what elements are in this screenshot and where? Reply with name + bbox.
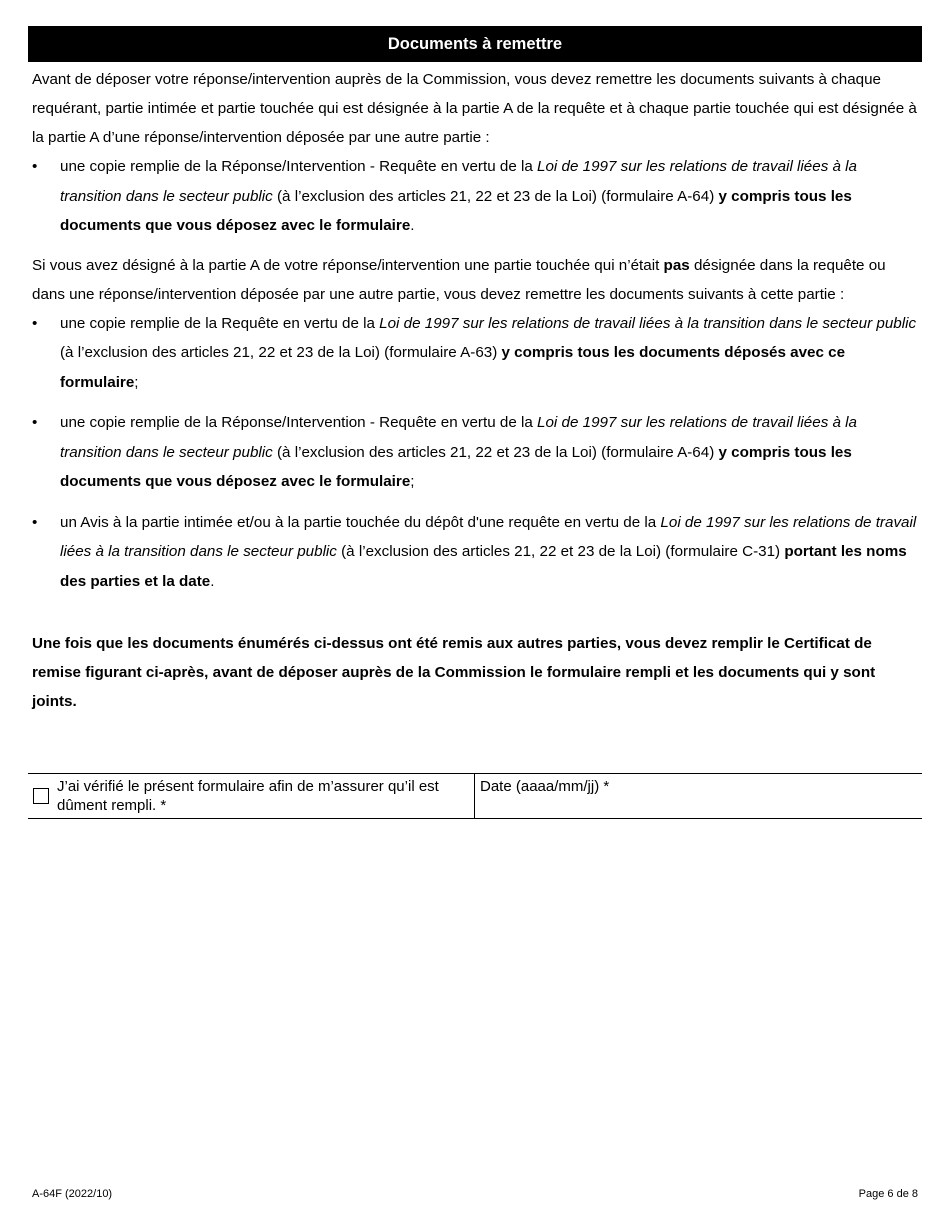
bullet-icon: • — [32, 513, 38, 531]
documents-list-1 — [28, 152, 922, 241]
date-field[interactable] — [475, 774, 922, 818]
intro-paragraph: Avant de déposer votre réponse/intervention auprès de la Commission, vous devez remettre les documents suivants à chaque requérant, partie intimée et partie touchée qui est désignée à la partie A de la requête et à chaque partie touchée qui est désignée à la partie A d’une réponse/intervention déposée par une autre partie : — [32, 71, 917, 146]
section-header — [28, 26, 922, 62]
verification-checkbox[interactable] — [33, 788, 49, 804]
closing-paragraph: Une fois que les documents énumérés ci-dessus ont été remis aux autres parties, vous devez remplir le Certificat de remise figurant ci-après, avant de déposer auprès de la Commission le formulaire rempli et les documents qui y sont joints. — [32, 635, 876, 710]
bullet-icon: • — [32, 158, 38, 175]
date-label: Date (aaaa/mm/jj) * — [480, 778, 610, 795]
second-paragraph: Si vous avez désigné à la partie A de votre réponse/intervention une partie touchée qui n’était pas désignée dans la requête ou dans une réponse/intervention déposée par une autre partie, vous devez remettre les documents suivants à cette partie : — [32, 256, 886, 303]
section-title: Documents à remettre — [387, 35, 563, 53]
bullet-icon: • — [32, 414, 38, 431]
form-id: A-64F (2022/10) — [32, 1188, 113, 1200]
document-page — [28, 26, 922, 814]
list-item: • une copie remplie de la Réponse/Intervention - Requête en vertu de la Loi de 1997 sur les relations de travail liées à la transition dans le secteur public (à l’exclusion des articles 21, 22 et 23 de la Loi) (formulaire A-64) y compris tous les documents que vous déposez avec le formulaire; — [28, 408, 922, 497]
verification-cell — [28, 774, 475, 818]
bullet-icon: • — [32, 314, 38, 332]
verification-label: J’ai vérifié le présent formulaire afin de m’assurer qu’il est dûment rempli. * — [57, 778, 439, 814]
list-item: • une copie remplie de la Réponse/Intervention - Requête en vertu de la Loi de 1997 sur les relations de travail liées à la transition dans le secteur public (à l’exclusion des articles 21, 22 et 23 de la Loi) (formulaire A-64) y compris tous les documents que vous déposez avec le formulaire. — [28, 152, 922, 241]
documents-list-2 — [28, 309, 922, 597]
page-number: Page 6 de 8 — [858, 1188, 918, 1200]
certification-table — [28, 773, 922, 819]
list-item: • un Avis à la partie intimée et/ou à la partie touchée du dépôt d'une requête en vertu de la Loi de 1997 sur les relations de travail liées à la transition dans le secteur public (à l’exclusion des articles 21, 22 et 23 de la Loi) (formulaire C-31) portant les noms des parties et la date. — [28, 508, 922, 597]
list-item: • une copie remplie de la Requête en vertu de la Loi de 1997 sur les relations de travail liées à la transition dans le secteur public (à l’exclusion des articles 21, 22 et 23 de la Loi) (formulaire A-63) y compris tous les documents déposés avec ce formulaire; — [28, 309, 922, 398]
